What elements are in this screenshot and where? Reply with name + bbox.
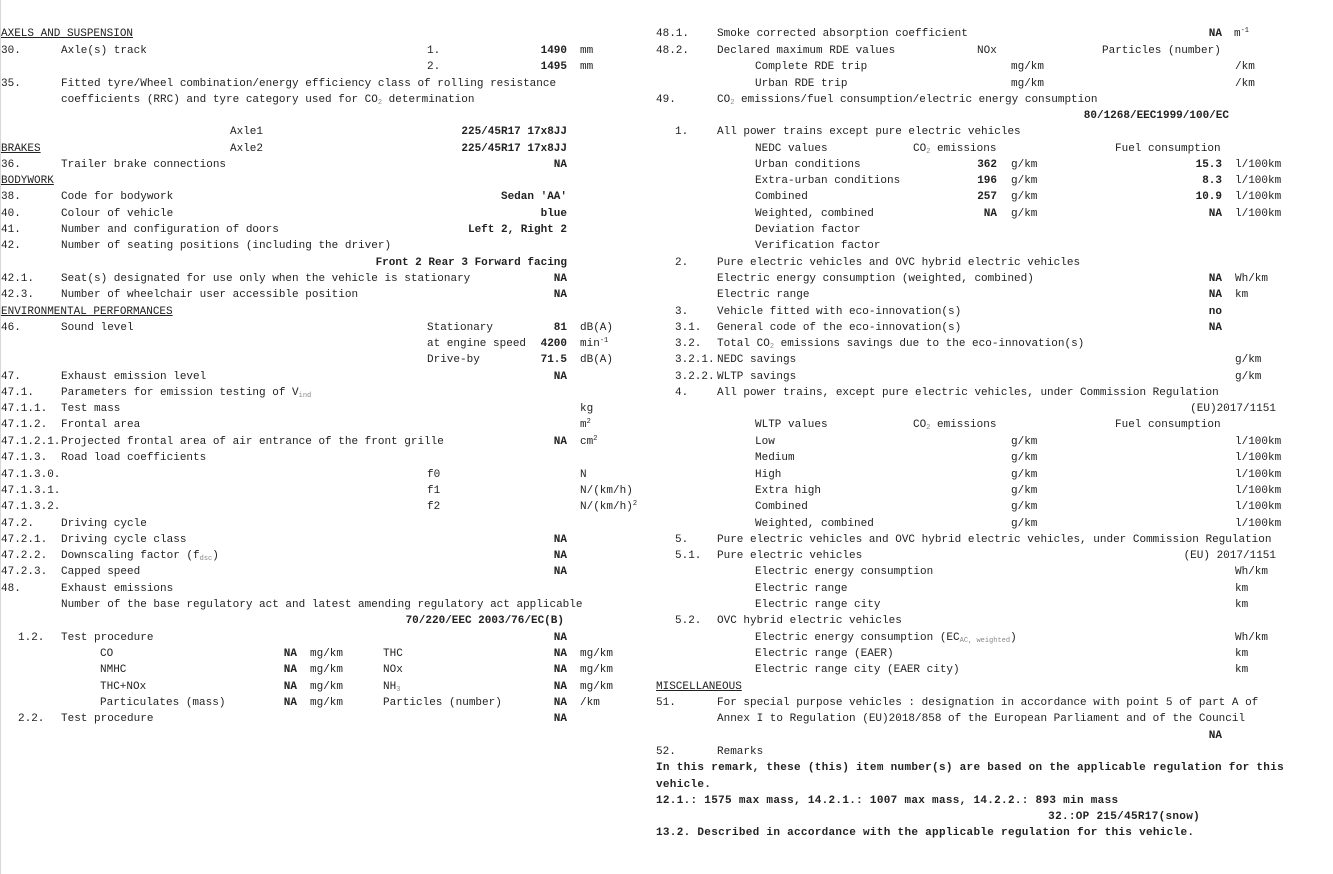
axle-label: Axle1 <box>230 126 264 138</box>
fuel-value: 8.3 <box>1202 175 1222 187</box>
unit: g/km <box>1011 159 1038 171</box>
nedc-row-label: Verification factor <box>755 240 881 252</box>
item-value: Front 2 Rear 3 Forward facing <box>375 257 567 269</box>
ev-row-label: Electric range (EAER) <box>755 648 894 660</box>
item-number: 36. <box>1 159 21 171</box>
emission-label: $NH_3$ <box>383 681 401 694</box>
emission-value: NA <box>553 664 567 676</box>
unit: Wh/km <box>1235 566 1269 578</box>
item-number: 48.1. <box>656 28 690 40</box>
unit: $cm^2$ <box>580 435 598 448</box>
item-label: NEDC savings <box>717 354 797 366</box>
unit: km <box>1235 664 1249 676</box>
unit: N/(km/h) <box>580 485 633 497</box>
item-label: WLTP savings <box>717 371 797 383</box>
item-label: Pure electric vehicles and OVC hybrid electric vehicles <box>717 257 1081 269</box>
rde-label: Urban RDE trip <box>755 78 848 90</box>
item-number: 30. <box>1 45 21 57</box>
item-label: Trailer brake connections <box>61 159 227 171</box>
unit: mg/km <box>310 681 344 693</box>
unit: $N/(km/h)^2$ <box>580 500 638 513</box>
unit: l/100km <box>1235 452 1282 464</box>
sound-value: 81 <box>553 322 567 334</box>
fuel-value: 10.9 <box>1195 191 1222 203</box>
coefficient-label: f2 <box>427 501 441 513</box>
coefficient-label: f0 <box>427 469 441 481</box>
unit: mg/km <box>310 664 344 676</box>
remark-line: In this remark, these (this) item number(s) are based on the applicable regulation for this <box>656 762 1284 774</box>
ev-row-label: Electric range city <box>755 599 881 611</box>
column-head: Fuel consumption <box>1115 419 1221 431</box>
column-head: $CO_2$ emissions <box>913 419 997 432</box>
emission-label: Particles (number) <box>383 697 502 709</box>
unit: km <box>1235 289 1249 301</box>
column-head: Fuel consumption <box>1115 143 1221 155</box>
item-value: NA <box>553 289 567 301</box>
item-label: Colour of vehicle <box>61 208 174 220</box>
item-number: 47.1.2.1. <box>1 436 61 448</box>
item-value: no <box>1208 306 1222 318</box>
nedc-row-label: Urban conditions <box>755 159 861 171</box>
item-number: 52. <box>656 746 676 758</box>
item-label: Pure electric vehicles <box>717 550 863 562</box>
section-heading-axels: AXELS AND SUSPENSION <box>1 28 134 40</box>
sound-value: 71.5 <box>540 354 567 366</box>
unit: mg/km <box>1011 78 1045 90</box>
item-value: NA <box>553 713 567 725</box>
co2-value: 257 <box>977 191 997 203</box>
item-label: Test procedure <box>61 632 154 644</box>
unit: l/100km <box>1235 175 1282 187</box>
item-value: NA <box>553 632 567 644</box>
unit: mg/km <box>580 664 614 676</box>
emission-label: NMHC <box>100 664 127 676</box>
emission-label: Particulates (mass) <box>100 697 226 709</box>
item-number: 3.1. <box>675 322 702 334</box>
item-label: Seat(s) designated for use only when the vehicle is stationary <box>61 273 471 285</box>
column-head: NEDC values <box>755 143 828 155</box>
wltp-row-label: Medium <box>755 452 795 464</box>
emission-value: NA <box>553 648 567 660</box>
wltp-row-label: Low <box>755 436 775 448</box>
item-number: 47.1.2. <box>1 419 48 431</box>
remark-line: 12.1.: 1575 max mass, 14.2.1.: 1007 max mass, 14.2.2.: 893 min mass <box>656 795 1119 807</box>
fuel-value: 15.3 <box>1195 159 1222 171</box>
unit: l/100km <box>1235 501 1282 513</box>
item-label: Number of the base regulatory act and latest amending regulatory act applicable <box>61 599 583 611</box>
unit: km <box>1235 648 1249 660</box>
item-label: Remarks <box>717 746 764 758</box>
item-label: Total $CO_2$ emissions savings due to the eco-innovation(s) <box>717 338 1085 351</box>
item-value: NA <box>1208 730 1222 742</box>
item-label: Test mass <box>61 403 121 415</box>
item-value: NA <box>553 566 567 578</box>
unit: mm <box>580 45 594 57</box>
item-value: Left 2, Right 2 <box>467 224 567 236</box>
item-value: NA <box>553 159 567 171</box>
axle-index: 2. <box>427 61 441 73</box>
item-value: NA <box>553 436 567 448</box>
item-number: 3. <box>675 306 689 318</box>
item-label: Capped speed <box>61 566 141 578</box>
emission-label: THC <box>383 648 403 660</box>
item-label: Code for bodywork <box>61 191 174 203</box>
regulatory-acts: 80/1268/EEC1999/100/EC <box>1083 110 1229 122</box>
item-number: 47.1.3.2. <box>1 501 61 513</box>
item-label: All power trains except pure electric vehicles <box>717 126 1021 138</box>
item-number: 47.2. <box>1 518 35 530</box>
ev-row-label: Electric energy consumption <box>755 566 934 578</box>
nedc-row-label: Extra-urban conditions <box>755 175 901 187</box>
item-number: 47.1.3.1. <box>1 485 61 497</box>
item-label: Exhaust emissions <box>61 583 174 595</box>
item-label: Test procedure <box>61 713 154 725</box>
item-number: 48.2. <box>656 45 690 57</box>
unit: l/100km <box>1235 208 1282 220</box>
wltp-row-label: Combined <box>755 501 808 513</box>
item-label: Parameters for emission testing of $V_{ind}$ <box>61 387 312 400</box>
nedc-row-label: Weighted, combined <box>755 208 874 220</box>
unit: $m^2$ <box>580 418 591 431</box>
rde-label: Complete RDE trip <box>755 61 868 73</box>
item-number: 5.1. <box>675 550 702 562</box>
item-number: 42.1. <box>1 273 35 285</box>
item-label: Axle(s) track <box>61 45 147 57</box>
wltp-row-label: High <box>755 469 782 481</box>
section-heading-environmental: ENVIRONMENTAL PERFORMANCES <box>1 306 173 318</box>
emission-label: THC+NOx <box>100 681 147 693</box>
item-number: 3.2.2. <box>675 371 715 383</box>
sound-value: 4200 <box>540 338 567 350</box>
coefficient-label: f1 <box>427 485 441 497</box>
emission-label: CO <box>100 648 114 660</box>
unit: g/km <box>1011 518 1038 530</box>
ev-row-label: Electric range city (EAER city) <box>755 664 960 676</box>
item-number: 2.2. <box>18 713 45 725</box>
unit: l/100km <box>1235 191 1282 203</box>
co2-value: NA <box>983 208 997 220</box>
axle-index: 1. <box>427 45 441 57</box>
item-label: Vehicle fitted with eco-innovation(s) <box>717 306 962 318</box>
unit: mg/km <box>580 648 614 660</box>
sound-label: Stationary <box>427 322 494 334</box>
item-label: Driving cycle <box>61 518 147 530</box>
unit: dB(A) <box>580 322 614 334</box>
item-number: 5.2. <box>675 615 702 627</box>
item-label: Frontal area <box>61 419 141 431</box>
wltp-row-label: Weighted, combined <box>755 518 874 530</box>
item-label: All power trains, except pure electric vehicles, under Commission Regulation <box>717 387 1219 399</box>
unit: g/km <box>1011 501 1038 513</box>
item-number: 47.2.2. <box>1 550 48 562</box>
unit: l/100km <box>1235 159 1282 171</box>
emission-value: NA <box>283 697 297 709</box>
unit: mm <box>580 61 594 73</box>
item-label: Electric range <box>717 289 810 301</box>
tyre-value: 225/45R17 17x8JJ <box>461 126 567 138</box>
item-label: OVC hybrid electric vehicles <box>717 615 902 627</box>
item-value: Sedan 'AA' <box>500 191 567 203</box>
item-label: Sound level <box>61 322 134 334</box>
item-value: blue <box>540 208 567 220</box>
unit: mg/km <box>310 648 344 660</box>
unit: mg/km <box>310 697 344 709</box>
unit: /km <box>1235 61 1255 73</box>
item-number: 1.2. <box>18 632 45 644</box>
emission-value: NA <box>553 697 567 709</box>
unit: g/km <box>1011 436 1038 448</box>
item-label: Driving cycle class <box>61 534 187 546</box>
item-label: $CO_2$ emissions/fuel consumption/electric energy consumption <box>717 94 1098 107</box>
unit: g/km <box>1011 208 1038 220</box>
item-label: Pure electric vehicles and OVC hybrid electric vehicles, under Commission Regulation <box>717 534 1272 546</box>
unit: l/100km <box>1235 485 1282 497</box>
unit: km <box>1235 583 1249 595</box>
wltp-row-label: Extra high <box>755 485 822 497</box>
unit: kg <box>580 403 594 415</box>
item-label: Road load coefficients <box>61 452 207 464</box>
item-value: NA <box>553 371 567 383</box>
unit: g/km <box>1235 354 1262 366</box>
item-number: 49. <box>656 94 676 106</box>
unit: g/km <box>1011 191 1038 203</box>
sound-label: at engine speed <box>427 338 527 350</box>
item-number: 5. <box>675 534 689 546</box>
item-value: NA <box>1208 289 1222 301</box>
item-label: Number of seating positions (including the driver) <box>61 240 392 252</box>
nedc-row-label: Deviation factor <box>755 224 861 236</box>
nedc-row-label: Combined <box>755 191 808 203</box>
unit: dB(A) <box>580 354 614 366</box>
remark-line: 32.:OP 215/45R17(snow) <box>1048 811 1200 823</box>
emission-value: NA <box>553 681 567 693</box>
item-value: NA <box>553 273 567 285</box>
fuel-value: NA <box>1208 208 1222 220</box>
regulatory-acts: 70/220/EEC 2003/76/EC(B) <box>405 615 564 627</box>
unit: $\min^{-1}$ <box>580 337 609 350</box>
item-number: 1. <box>675 126 689 138</box>
unit: mg/km <box>1011 61 1045 73</box>
item-number: 38. <box>1 191 21 203</box>
item-number: 42. <box>1 240 21 252</box>
unit: /km <box>1235 78 1255 90</box>
unit: mg/km <box>580 681 614 693</box>
item-number: 46. <box>1 322 21 334</box>
section-heading-miscellaneous: MISCELLANEOUS <box>656 681 742 693</box>
column-head: $CO_2$ emissions <box>913 143 997 156</box>
item-number: 47. <box>1 371 21 383</box>
item-label: Number of wheelchair user accessible position <box>61 289 359 301</box>
item-value: NA <box>1208 28 1222 40</box>
item-label: General code of the eco-innovation(s) <box>717 322 962 334</box>
item-number: 47.1.3.0. <box>1 469 61 481</box>
unit: l/100km <box>1235 518 1282 530</box>
item-label: Projected frontal area of air entrance of the front grille <box>61 436 444 448</box>
regulation-ref: (EU)2017/1151 <box>1190 403 1276 415</box>
unit: g/km <box>1011 175 1038 187</box>
item-number: 35. <box>1 78 21 90</box>
column-head: WLTP values <box>755 419 828 431</box>
unit: g/km <box>1235 371 1262 383</box>
section-heading-bodywork: BODYWORK <box>1 175 54 187</box>
emission-label: NOx <box>383 664 403 676</box>
item-number: 47.2.3. <box>1 566 48 578</box>
remark-line: vehicle. <box>656 779 712 791</box>
column-head: NOx <box>977 45 997 57</box>
item-label-continued: coefficients (RRC) and tyre category used for $CO_2$ determination <box>61 94 475 107</box>
unit: Wh/km <box>1235 273 1269 285</box>
item-number: 4. <box>675 387 689 399</box>
item-number: 51. <box>656 697 676 709</box>
emission-value: NA <box>283 664 297 676</box>
item-label: Electric energy consumption (weighted, combined) <box>717 273 1034 285</box>
item-value: NA <box>1208 322 1222 334</box>
item-label: Annex I to Regulation (EU)2018/858 of the European Parliament and of the Council <box>717 713 1246 725</box>
item-label: Fitted tyre/Wheel combination/energy efficiency class of rolling resistance <box>61 78 557 90</box>
item-number: 47.2.1. <box>1 534 48 546</box>
item-number: 40. <box>1 208 21 220</box>
co2-value: 362 <box>977 159 997 171</box>
emission-value: NA <box>283 648 297 660</box>
unit: g/km <box>1011 452 1038 464</box>
item-value: NA <box>553 550 567 562</box>
unit: /km <box>580 697 600 709</box>
unit: l/100km <box>1235 469 1282 481</box>
axle-track-value: 1495 <box>540 61 567 73</box>
item-label: Smoke corrected absorption coefficient <box>717 28 968 40</box>
item-label: For special purpose vehicles : designation in accordance with point 5 of part A of <box>717 697 1259 709</box>
item-label: Declared maximum RDE values <box>717 45 896 57</box>
item-label: Exhaust emission level <box>61 371 207 383</box>
axle-track-value: 1490 <box>540 45 567 57</box>
section-heading-brakes: BRAKES <box>1 143 41 155</box>
axle-label: Axle2 <box>230 143 264 155</box>
unit: $m^{-1}$ <box>1234 27 1250 40</box>
item-number: 41. <box>1 224 21 236</box>
item-number: 3.2. <box>675 338 702 350</box>
co2-value: 196 <box>977 175 997 187</box>
sound-label: Drive-by <box>427 354 480 366</box>
item-label: Downscaling factor $(f_{dsc})$ <box>61 550 219 563</box>
tyre-value: 225/45R17 17x8JJ <box>461 143 567 155</box>
item-number: 48. <box>1 583 21 595</box>
column-head: Particles (number) <box>1102 45 1221 57</box>
unit: g/km <box>1011 469 1038 481</box>
item-value: NA <box>1208 273 1222 285</box>
item-number: 47.1.1. <box>1 403 48 415</box>
unit: N <box>580 469 587 481</box>
item-number: 3.2.1. <box>675 354 715 366</box>
remark-line: 13.2. Described in accordance with the applicable regulation for this vehicle. <box>656 827 1195 839</box>
item-number: 47.1. <box>1 387 35 399</box>
item-number: 42.3. <box>1 289 35 301</box>
unit: Wh/km <box>1235 632 1269 644</box>
item-label: Number and configuration of doors <box>61 224 279 236</box>
item-value: NA <box>553 534 567 546</box>
item-number: 47.1.3. <box>1 452 48 464</box>
ev-row-label: Electric range <box>755 583 848 595</box>
ev-row-label: Electric energy consumption $(EC_{AC, weighted})$ <box>755 632 1017 645</box>
item-number: 2. <box>675 257 689 269</box>
unit: l/100km <box>1235 436 1282 448</box>
regulation-ref: (EU) 2017/1151 <box>1183 550 1276 562</box>
unit: km <box>1235 599 1249 611</box>
emission-value: NA <box>283 681 297 693</box>
unit: g/km <box>1011 485 1038 497</box>
